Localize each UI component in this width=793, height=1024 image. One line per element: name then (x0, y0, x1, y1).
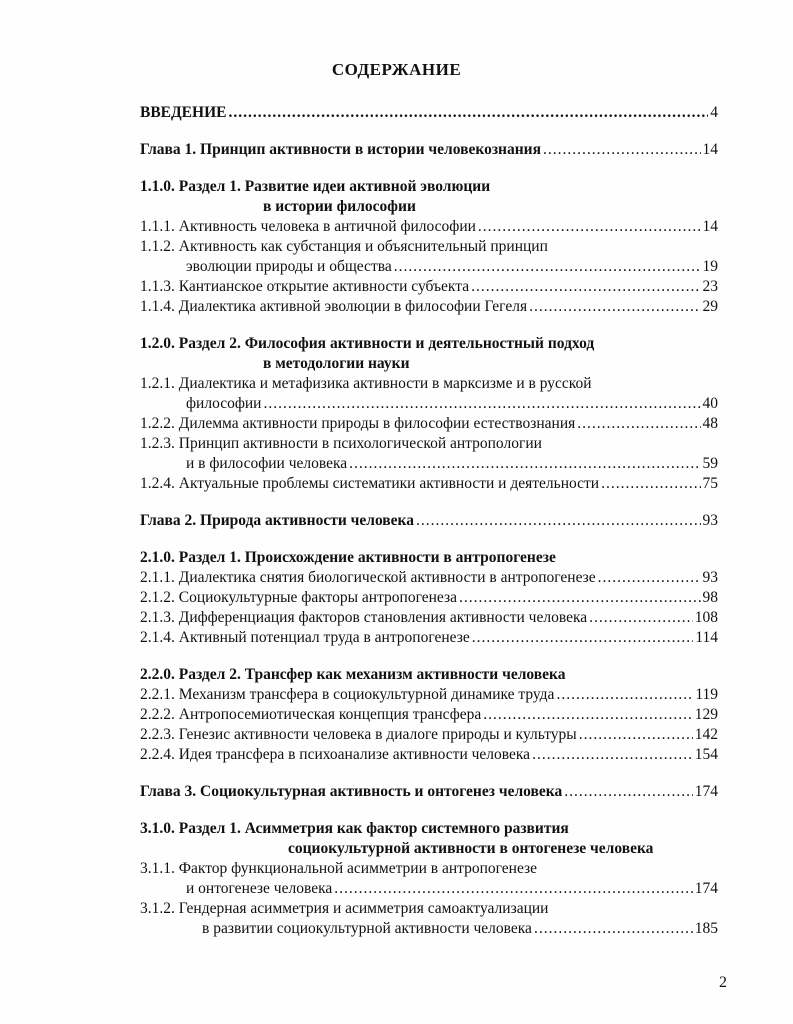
toc-entry-label: 2.1.2. Социокультурные факторы антропогенеза (140, 589, 457, 606)
toc-entry-page: 75 (702, 475, 718, 492)
dot-leader (589, 608, 693, 628)
toc-entry-1-2-4[interactable] (140, 474, 718, 494)
dot-leader (529, 297, 700, 317)
toc-entry-3-1-2-cont[interactable] (140, 919, 718, 939)
toc-entry-label: 2.1.4. Активный потенциал труда в антропогенезе (140, 629, 470, 646)
toc-entry-label: эволюции природы и общества (186, 258, 392, 275)
toc-entry-label: 2.1.3. Дифференциация факторов становления активности человека (140, 609, 588, 626)
toc-entry-1-2-1-cont[interactable] (140, 394, 718, 414)
toc-entry-page: 154 (694, 746, 718, 763)
toc-entry-1-2-1[interactable]: 1.2.1. Диалектика и метафизика активности в марксизме и в русской (140, 375, 592, 392)
toc-entry-page: 93 (702, 512, 718, 529)
toc-section-heading-3-1-cont: социокультурной активности в онтогенезе человека (288, 840, 654, 857)
toc-entry-page: 185 (694, 920, 718, 937)
toc-section-heading-1-1-cont: в истории философии (263, 198, 416, 215)
toc-entry-page: 119 (695, 686, 718, 703)
spacer (140, 160, 718, 177)
toc-entry-1-1-1[interactable] (140, 217, 718, 237)
toc-section-heading-3-1: 3.1.0. Раздел 1. Асимметрия как фактор системного развития (140, 820, 569, 837)
dot-leader (349, 454, 700, 474)
toc-entry-page: 98 (702, 589, 718, 606)
toc-entry-intro[interactable] (140, 103, 718, 123)
dot-leader (556, 685, 693, 705)
toc-entry-page: 14 (702, 141, 718, 158)
toc-entry-2-2-2[interactable] (140, 705, 718, 725)
dot-leader (334, 879, 692, 899)
toc-entry-page: 48 (702, 415, 718, 432)
toc-entry-page: 142 (694, 726, 718, 743)
toc-section-heading-1-2: 1.2.0. Раздел 2. Философия активности и деятельностный подход (140, 335, 595, 352)
toc-entry-3-1-2[interactable]: 3.1.2. Гендерная асимметрия и асимметрия самоактуализации (140, 900, 549, 917)
toc-entry-label: ВВЕДЕНИЕ (140, 104, 227, 121)
toc-entry-3-1-1-cont[interactable] (140, 879, 718, 899)
toc-section-heading-2-1: 2.1.0. Раздел 1. Происхождение активности в антропогенезе (140, 549, 556, 566)
dot-leader (416, 511, 700, 531)
toc-entry-page: 4 (710, 104, 718, 121)
spacer (140, 317, 718, 334)
toc-entry-label: Глава 1. Принцип активности в истории человекознания (140, 141, 541, 158)
spacer (140, 531, 718, 548)
dot-leader (564, 782, 693, 802)
toc-entry-label: 1.1.1. Активность человека в античной философии (140, 218, 476, 235)
toc-entry-page: 14 (702, 218, 718, 235)
dot-leader (471, 277, 700, 297)
toc-entry-1-1-3[interactable] (140, 277, 718, 297)
toc-entry-label: и онтогенезе человека (186, 880, 333, 897)
toc-entry-page: 174 (694, 880, 718, 897)
toc-entry-label: 2.2.4. Идея трансфера в психоанализе активности человека (140, 746, 531, 763)
toc-entry-label: 2.2.2. Антропосемиотическая концепция трансфера (140, 706, 482, 723)
toc-entry-label: 1.2.2. Дилемма активности природы в философии естествознания (140, 415, 576, 432)
toc-entry-label: 2.1.1. Диалектика снятия биологической активности в антропогенезе (140, 569, 596, 586)
toc-entry-2-2-3[interactable] (140, 725, 718, 745)
toc-entry-2-2-1[interactable] (140, 685, 718, 705)
toc-entry-2-1-1[interactable] (140, 568, 718, 588)
spacer (140, 494, 718, 511)
toc-entry-1-1-2[interactable]: 1.1.2. Активность как субстанция и объяснительный принцип (140, 238, 548, 255)
toc-entry-3-1-1[interactable]: 3.1.1. Фактор функциональной асимметрии в антропогенезе (140, 860, 538, 877)
toc-entry-label: 1.2.4. Актуальные проблемы систематики активности и деятельности (140, 475, 600, 492)
toc-entry-page: 23 (702, 278, 718, 295)
toc-entry-2-1-4[interactable] (140, 628, 718, 648)
toc-entry-label: 1.1.4. Диалектика активной эволюции в философии Гегеля (140, 298, 528, 315)
toc-entry-page: 108 (694, 609, 718, 626)
dot-leader (534, 919, 693, 939)
toc-entry-label: и в философии человека (186, 455, 348, 472)
toc-entry-label: философии (186, 395, 262, 412)
toc-section-heading-1-2-cont: в методологии науки (263, 355, 410, 372)
spacer (140, 765, 718, 782)
dot-leader (543, 140, 701, 160)
toc-entry-1-2-2[interactable] (140, 414, 718, 434)
toc-entry-2-1-3[interactable] (140, 608, 718, 628)
toc-entry-2-2-4[interactable] (140, 745, 718, 765)
toc-entry-page: 40 (702, 395, 718, 412)
toc-entry-1-1-4[interactable] (140, 297, 718, 317)
toc-entry-page: 114 (695, 629, 718, 646)
toc-entry-page: 59 (702, 455, 718, 472)
dot-leader (394, 257, 701, 277)
toc-entry-page: 19 (702, 258, 718, 275)
toc-entry-chapter-3[interactable] (140, 782, 718, 802)
dot-leader (601, 474, 700, 494)
toc-entry-page: 174 (694, 783, 718, 800)
page-title: СОДЕРЖАНИЕ (331, 60, 462, 79)
toc-entry-label: 2.2.3. Генезис активности человека в диалоге природы и культуры (140, 726, 577, 743)
toc-section-heading-1-1: 1.1.0. Раздел 1. Развитие идеи активной эволюции (140, 178, 491, 195)
toc-entry-1-1-2-cont[interactable] (140, 257, 718, 277)
dot-leader (483, 705, 692, 725)
toc-entry-1-2-3[interactable]: 1.2.3. Принцип активности в психологической антропологии (140, 435, 542, 452)
dot-leader (598, 568, 701, 588)
spacer (140, 802, 718, 819)
table-of-contents (140, 103, 718, 939)
dot-leader (478, 217, 701, 237)
toc-section-heading-2-2: 2.2.0. Раздел 2. Трансфер как механизм активности человека (140, 666, 566, 683)
toc-entry-2-1-2[interactable] (140, 588, 718, 608)
toc-entry-label: 1.1.3. Кантианское открытие активности субъекта (140, 278, 470, 295)
dot-leader (577, 414, 700, 434)
dot-leader (579, 725, 693, 745)
toc-entry-chapter-1[interactable] (140, 140, 718, 160)
toc-entry-page: 29 (702, 298, 718, 315)
toc-entry-chapter-2[interactable] (140, 511, 718, 531)
dot-leader (228, 103, 708, 123)
toc-entry-label: Глава 3. Социокультурная активность и онтогенез человека (140, 783, 563, 800)
dot-leader (472, 628, 694, 648)
toc-entry-label: Глава 2. Природа активности человека (140, 512, 415, 529)
page-number: 2 (719, 974, 727, 991)
toc-entry-page: 129 (694, 706, 718, 723)
toc-entry-label: 2.2.1. Механизм трансфера в социокультурной динамике труда (140, 686, 555, 703)
dot-leader (459, 588, 701, 608)
toc-entry-page: 93 (702, 569, 718, 586)
spacer (140, 123, 718, 140)
toc-entry-1-2-3-cont[interactable] (140, 454, 718, 474)
spacer (140, 648, 718, 665)
dot-leader (532, 745, 693, 765)
toc-entry-label: в развитии социокультурной активности человека (202, 920, 532, 937)
dot-leader (263, 394, 700, 414)
